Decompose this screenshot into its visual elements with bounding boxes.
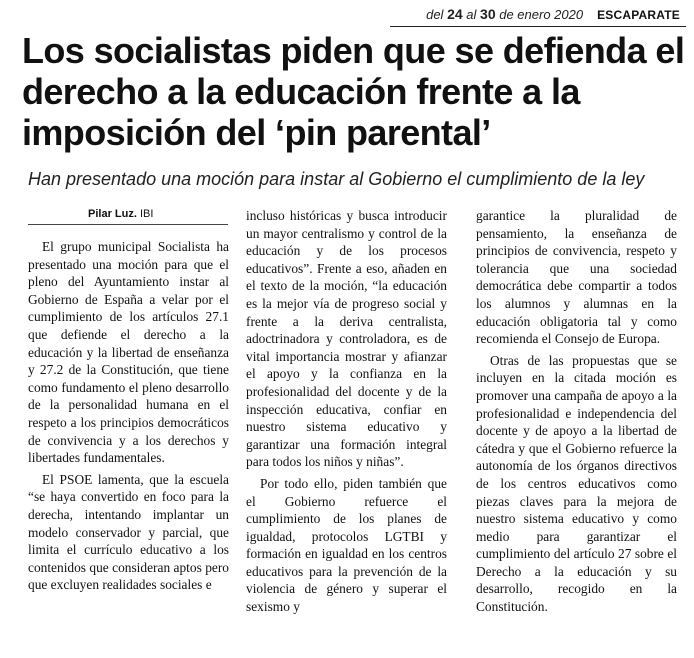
byline-location: IBI: [139, 208, 154, 220]
date-to: 30: [480, 6, 496, 22]
byline-rule: [28, 224, 228, 225]
section-name: ESCAPARATE: [597, 8, 680, 22]
date-suffix: de enero 2020: [499, 7, 584, 22]
header-rule: [390, 26, 686, 27]
paragraph-continued: garantice la pluralidad de pensamiento, la enseñanza de principios de convivencia, respeto y tolerancia que una sociedad democrática debe compartir a todos los alumnos y alumnas en la educación obligatoria tal y como recomienda el Consejo de Europa.: [476, 208, 677, 347]
article-subheadline: Han presentado una moción para instar al Gobierno el cumplimiento de la ley: [28, 169, 645, 189]
text-column-1: [28, 238, 229, 594]
byline: [88, 208, 153, 220]
byline-author: Pilar Luz.: [88, 208, 137, 220]
date-from: 24: [447, 6, 463, 22]
article-headline: Los socialistas piden que se defienda el derecho a la educación frente a la imposición del ‘pin parental’: [22, 30, 685, 153]
issue-date: [426, 6, 583, 22]
text-column-2: [246, 207, 447, 616]
paragraph: Otras de las propuestas que se incluyen en la citada moción es promover una campaña de apoyo a la profesionalidad e independencia del docente y de apoyo a la libertad de cátedra y que el Gobierno refuerce la autonomía de los órganos directivos de los centros educativos como piezas claves para la mejora de nuestro sistema educativo y como medio para garantizar el cumplimiento del artículo 27 sobre el Derecho a la educación y su desarrollo, recogido en la Constitución.: [476, 352, 677, 615]
date-mid: al: [466, 7, 477, 22]
date-prefix: del: [426, 7, 444, 22]
paragraph: El grupo municipal Socialista ha presentado una moción para que el pleno del Ayuntamiento instar al Gobierno de España a velar por el cumplimiento de los artículos 27.1 que defiende el derecho a la educación y la libertad de enseñanza y 27.2 de la Constitución, que tiene como fundamento el pleno desarrollo de la personalidad humana en el respeto a los principios democráticos de convivencia y a los derechos y libertades fundamentales.: [28, 239, 229, 466]
page-header: [426, 6, 680, 24]
text-column-3: [476, 207, 677, 616]
paragraph: El PSOE lamenta, que la escuela “se haya convertido en foco para la derecha, intentando implantar un modelo conservador y parcial, que limita el currículo educativo a los contenidos que consideran aptos pero que excluyen realidades sociales e: [28, 471, 229, 593]
paragraph-continued: incluso históricas y busca introducir un mayor centralismo y control de la educación y de los procesos educativos”. Frente a eso, añaden en el texto de la moción, “la educación es la mejor vía de progreso social y frente a la deriva centralista, adoctrinadora y controladora, es de vital importancia mostrar y afianzar el apoyo y la confianza en la profesionalidad del docente y de la inspección educativa, confiar en nuestro sistema educativo y garantizar una formación integral para todos los niños y niñas”.: [246, 208, 447, 470]
paragraph: Por todo ello, piden también que el Gobierno refuerce el cumplimiento de los planes de igualdad, protocolos LGTBI y formación en igualdad en los centros educativos para la prevención de la violencia de género y superar el sexismo y: [246, 475, 447, 615]
